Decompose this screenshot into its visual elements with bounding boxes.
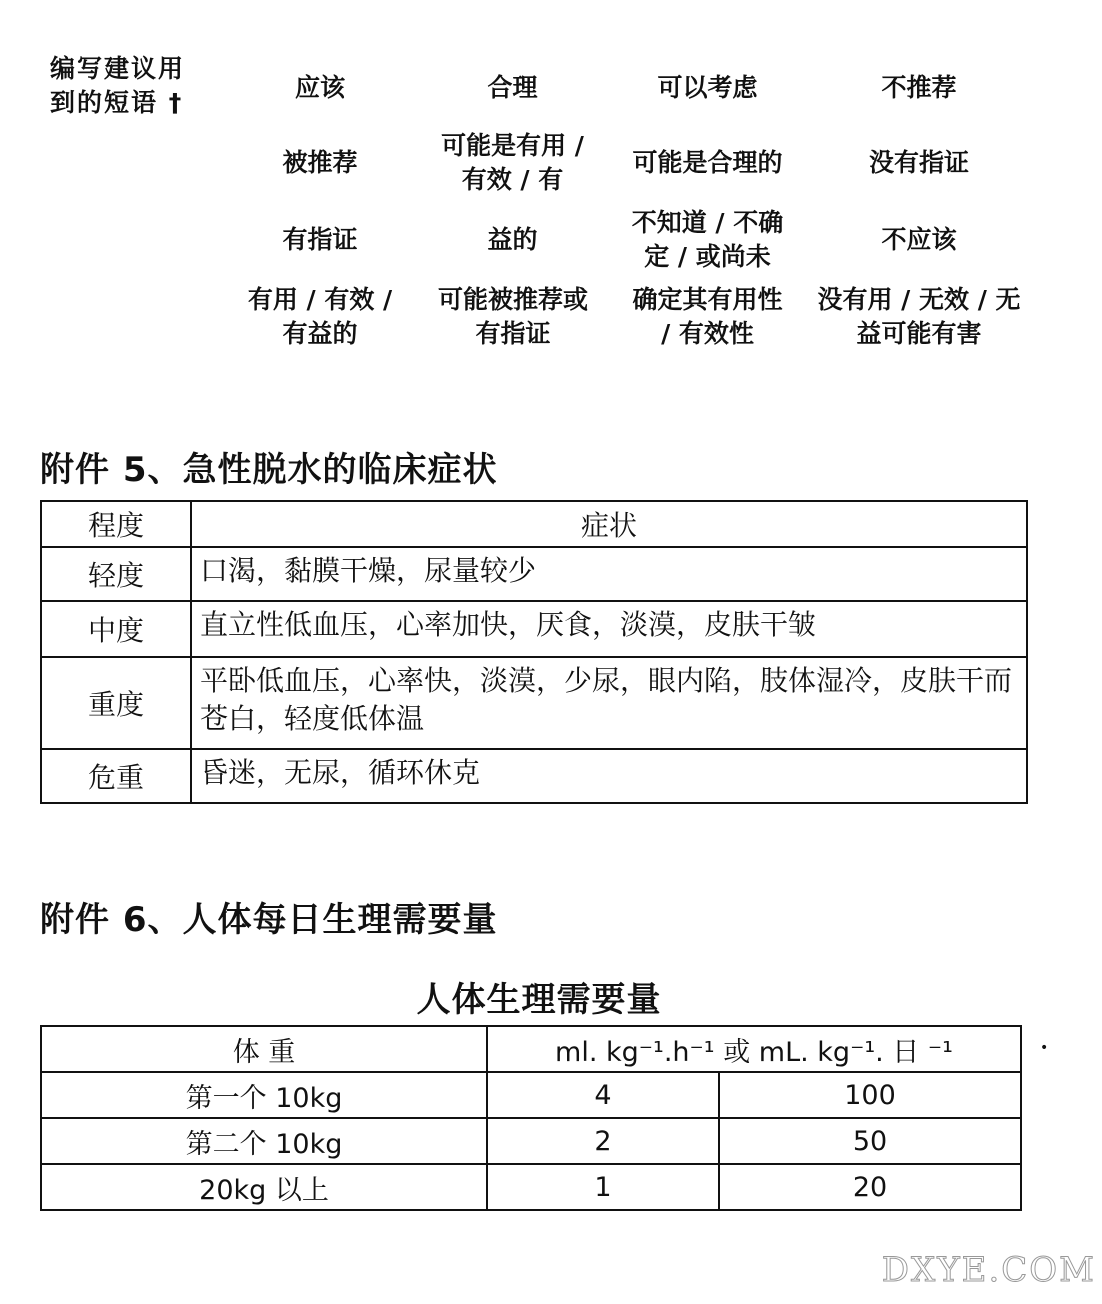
symptoms-cell: 直立性低血压，心率加快，厌食，淡漠，皮肤干皱 (191, 601, 1027, 657)
table-row (41, 1072, 1021, 1118)
phrase-cell: 不推荐 (881, 73, 957, 102)
symptoms-cell: 昏迷，无尿，循环休克 (191, 749, 1027, 803)
weight-cell: 第二个 10kg (41, 1118, 487, 1164)
phrase-cell: 可能被推荐或 有指证 (437, 285, 588, 348)
hourly-cell: 2 (487, 1118, 719, 1164)
dehydration-table (40, 500, 1028, 804)
phrase-cell: 不知道 / 不确 定 / 或尚未 (631, 208, 784, 271)
degree-cell: 危重 (41, 749, 191, 803)
phrase-grid-label: 编写建议用 到的短语 † (50, 54, 186, 117)
daily-cell: 100 (719, 1072, 1021, 1118)
stray-dot: • (1040, 1040, 1049, 1056)
weight-cell: 20kg 以上 (41, 1164, 487, 1210)
phrase-cell: 没有指证 (868, 148, 969, 177)
phrase-cell: 可能是合理的 (632, 148, 783, 177)
header-rate: ml. kg⁻¹.h⁻¹ 或 mL. kg⁻¹. 日 ⁻¹ (487, 1026, 1021, 1072)
table-row (41, 749, 1027, 803)
phrase-cell: 有用 / 有效 / 有益的 (247, 285, 393, 348)
physiological-needs-table (40, 1025, 1022, 1211)
table-header-row (41, 501, 1027, 547)
degree-cell: 中度 (41, 601, 191, 657)
phrase-cell: 可以考虑 (657, 73, 758, 102)
phrase-cell: 应该 (294, 73, 345, 102)
section5-title: 附件 5、急性脱水的临床症状 (40, 450, 498, 490)
daily-cell: 50 (719, 1118, 1021, 1164)
phrase-cell: 没有用 / 无效 / 无 益可能有害 (817, 285, 1021, 348)
phrase-cell: 可能是有用 / 有效 / 有 (441, 131, 584, 194)
phrase-cell: 合理 (487, 73, 538, 102)
header-weight: 体 重 (41, 1026, 487, 1072)
phrase-cell: 有指证 (282, 225, 358, 254)
degree-cell: 轻度 (41, 547, 191, 601)
phrase-cell: 益的 (487, 225, 538, 254)
table-row (41, 601, 1027, 657)
phrase-cell: 确定其有用性 / 有效性 (632, 285, 783, 348)
table-header-row (41, 1026, 1021, 1072)
phrase-cell: 被推荐 (282, 148, 358, 177)
table-row (41, 1164, 1021, 1210)
section6-title: 附件 6、人体每日生理需要量 (40, 900, 498, 940)
table-row (41, 657, 1027, 749)
table-row (41, 1118, 1021, 1164)
symptoms-cell: 平卧低血压，心率快，淡漠，少尿，眼内陷，肢体湿冷，皮肤干而苍白，轻度低体温 (191, 657, 1027, 749)
daily-cell: 20 (719, 1164, 1021, 1210)
symptoms-cell: 口渴，黏膜干燥，尿量较少 (191, 547, 1027, 601)
header-symptoms: 症状 (191, 501, 1027, 547)
weight-cell: 第一个 10kg (41, 1072, 487, 1118)
degree-cell: 重度 (41, 657, 191, 749)
phrase-cell: 不应该 (881, 225, 957, 254)
watermark: DXYE.COM (881, 1250, 1096, 1290)
hourly-cell: 4 (487, 1072, 719, 1118)
needs-table-caption: 人体生理需要量 (416, 980, 662, 1020)
header-degree: 程度 (41, 501, 191, 547)
hourly-cell: 1 (487, 1164, 719, 1210)
table-row (41, 547, 1027, 601)
